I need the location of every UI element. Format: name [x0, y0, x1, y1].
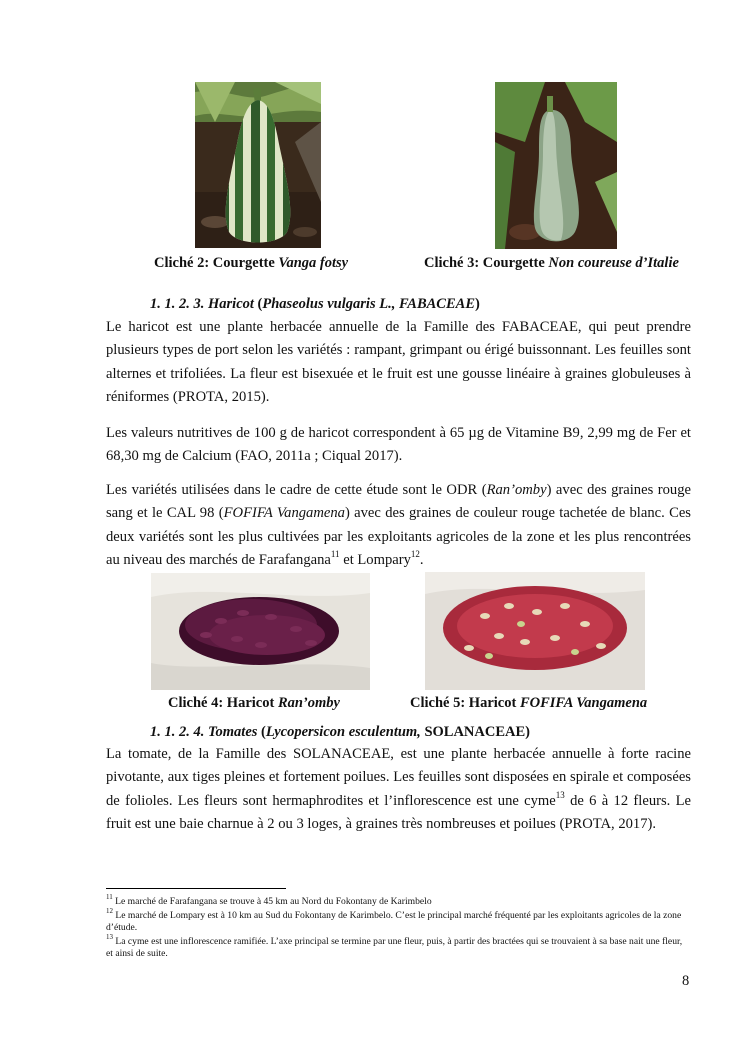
caption-species: Ran’omby — [277, 695, 340, 711]
caption-species: FOFIFA Vangamena — [519, 695, 648, 711]
caption-label: Cliché 4: Haricot — [168, 695, 278, 711]
photo-cliche-3 — [495, 82, 617, 249]
section-number: 1. 1. 2. 3. Haricot — [150, 296, 258, 312]
zucchini-striped-photo — [195, 82, 321, 248]
paragraph-haricot-description: Le haricot est une plante herbacée annuelle de la Famille des FABACEAE, qui peut prendre plusieurs types de port selon les variétés : rampant, grimpant ou érigé buissonnant. Les feuilles sont alternes et trifoliées. La fleur est bisexuée et le fruit est une gousse linéaire à graines globuleuses à réniformes (PROTA, 2015). — [106, 319, 691, 406]
figure-caption-cliche-5 — [410, 695, 647, 712]
caption-label: Cliché 2: Courgette — [154, 255, 279, 271]
figure-caption-cliche-4 — [168, 695, 340, 712]
figure-caption-cliche-2 — [154, 255, 348, 272]
photo-cliche-5 — [425, 572, 645, 690]
caption-label: Cliché 3: Courgette — [424, 255, 549, 271]
latin-name: Phaseolus vulgaris L., FABACEAE — [262, 296, 475, 312]
paragraph-tomate-description: La tomate, de la Famille des SOLANACEAE, est une plante herbacée annuelle à forte racine pivotante, aux tiges pleines et fortement poilues. Les feuilles sont disposées en spirale et composées de folioles. Les fleurs sont hermaphrodites et l’inflorescence est une cyme$^{13}$ de 6 à 12 fleurs. Le fruit est une baie charnue à 2 ou 3 loges, à graines très nombreuses et poilues (PROTA, 2017). — [106, 746, 691, 833]
footnote-12: $^{12}$ Le marché de Lompary est à 10 km au Sud du Fokontany de Karimbelo. C’est le principal marché fréquenté par les exploitants agricoles de la zone d’étude. — [106, 906, 682, 934]
caption-species: Vanga fotsy — [278, 255, 349, 271]
caption-species: Non coureuse d’Italie — [548, 255, 679, 271]
zucchini-green-photo — [495, 82, 617, 249]
footnote-ref-12: 12 — [410, 549, 420, 560]
footnote-13: $^{13}$ La cyme est une inflorescence ramifiée. L’axe principal se termine par une fleur, puis, à partir des bractées qui se trouvaient à sa base nait une fleur, et ainsi de suite. — [106, 932, 683, 960]
section-number: 1. 1. 2. 4. Tomates — [150, 724, 262, 740]
latin-name: Lycopersicon esculentum, — [265, 724, 421, 740]
figure-caption-cliche-3 — [424, 255, 679, 272]
caption-label: Cliché 5: Haricot — [410, 695, 520, 711]
photo-cliche-4 — [151, 573, 370, 690]
footnote-ref-11: 11 — [330, 549, 340, 560]
footnote-11: $^{11}$ Le marché de Farafangana se trouve à 45 km au Nord du Fokontany de Karimbelo — [106, 892, 432, 907]
paragraph-haricot-varieties: Les variétés utilisées dans le cadre de cette étude sont le ODR (Ran’omby) avec des graines rouge sang et le CAL 98 (FOFIFA Vangamena) avec des graines de couleur rouge tachetée de blanc. Ces deux variétés sont les plus cultivées par les exploitants agricoles de la zone et les plus rencontrées au niveau des marchés de Farafangana$^{11}$ et Lompary$^{12}$. — [106, 482, 691, 569]
footnote-separator — [106, 888, 286, 889]
section-heading-haricot: 1. 1. 2. 3. Haricot (Phaseolus vulgaris L., FABACEAE) — [150, 296, 480, 312]
red-beans-photo — [151, 573, 370, 690]
paragraph-haricot-nutrition: Les valeurs nutritives de 100 g de haricot correspondent à 65 µg de Vitamine B9, 2,99 mg de Fer et 68,30 mg de Calcium (FAO, 2011a ; Ciqual 2017). — [106, 425, 691, 465]
speckled-beans-photo — [425, 572, 645, 690]
section-heading-tomates: 1. 1. 2. 4. Tomates (Lycopersicon esculentum, SOLANACEAE) — [150, 724, 530, 740]
photo-cliche-2 — [195, 82, 321, 248]
page-number: 8 — [682, 973, 690, 989]
footnote-ref-13: 13 — [555, 789, 565, 800]
